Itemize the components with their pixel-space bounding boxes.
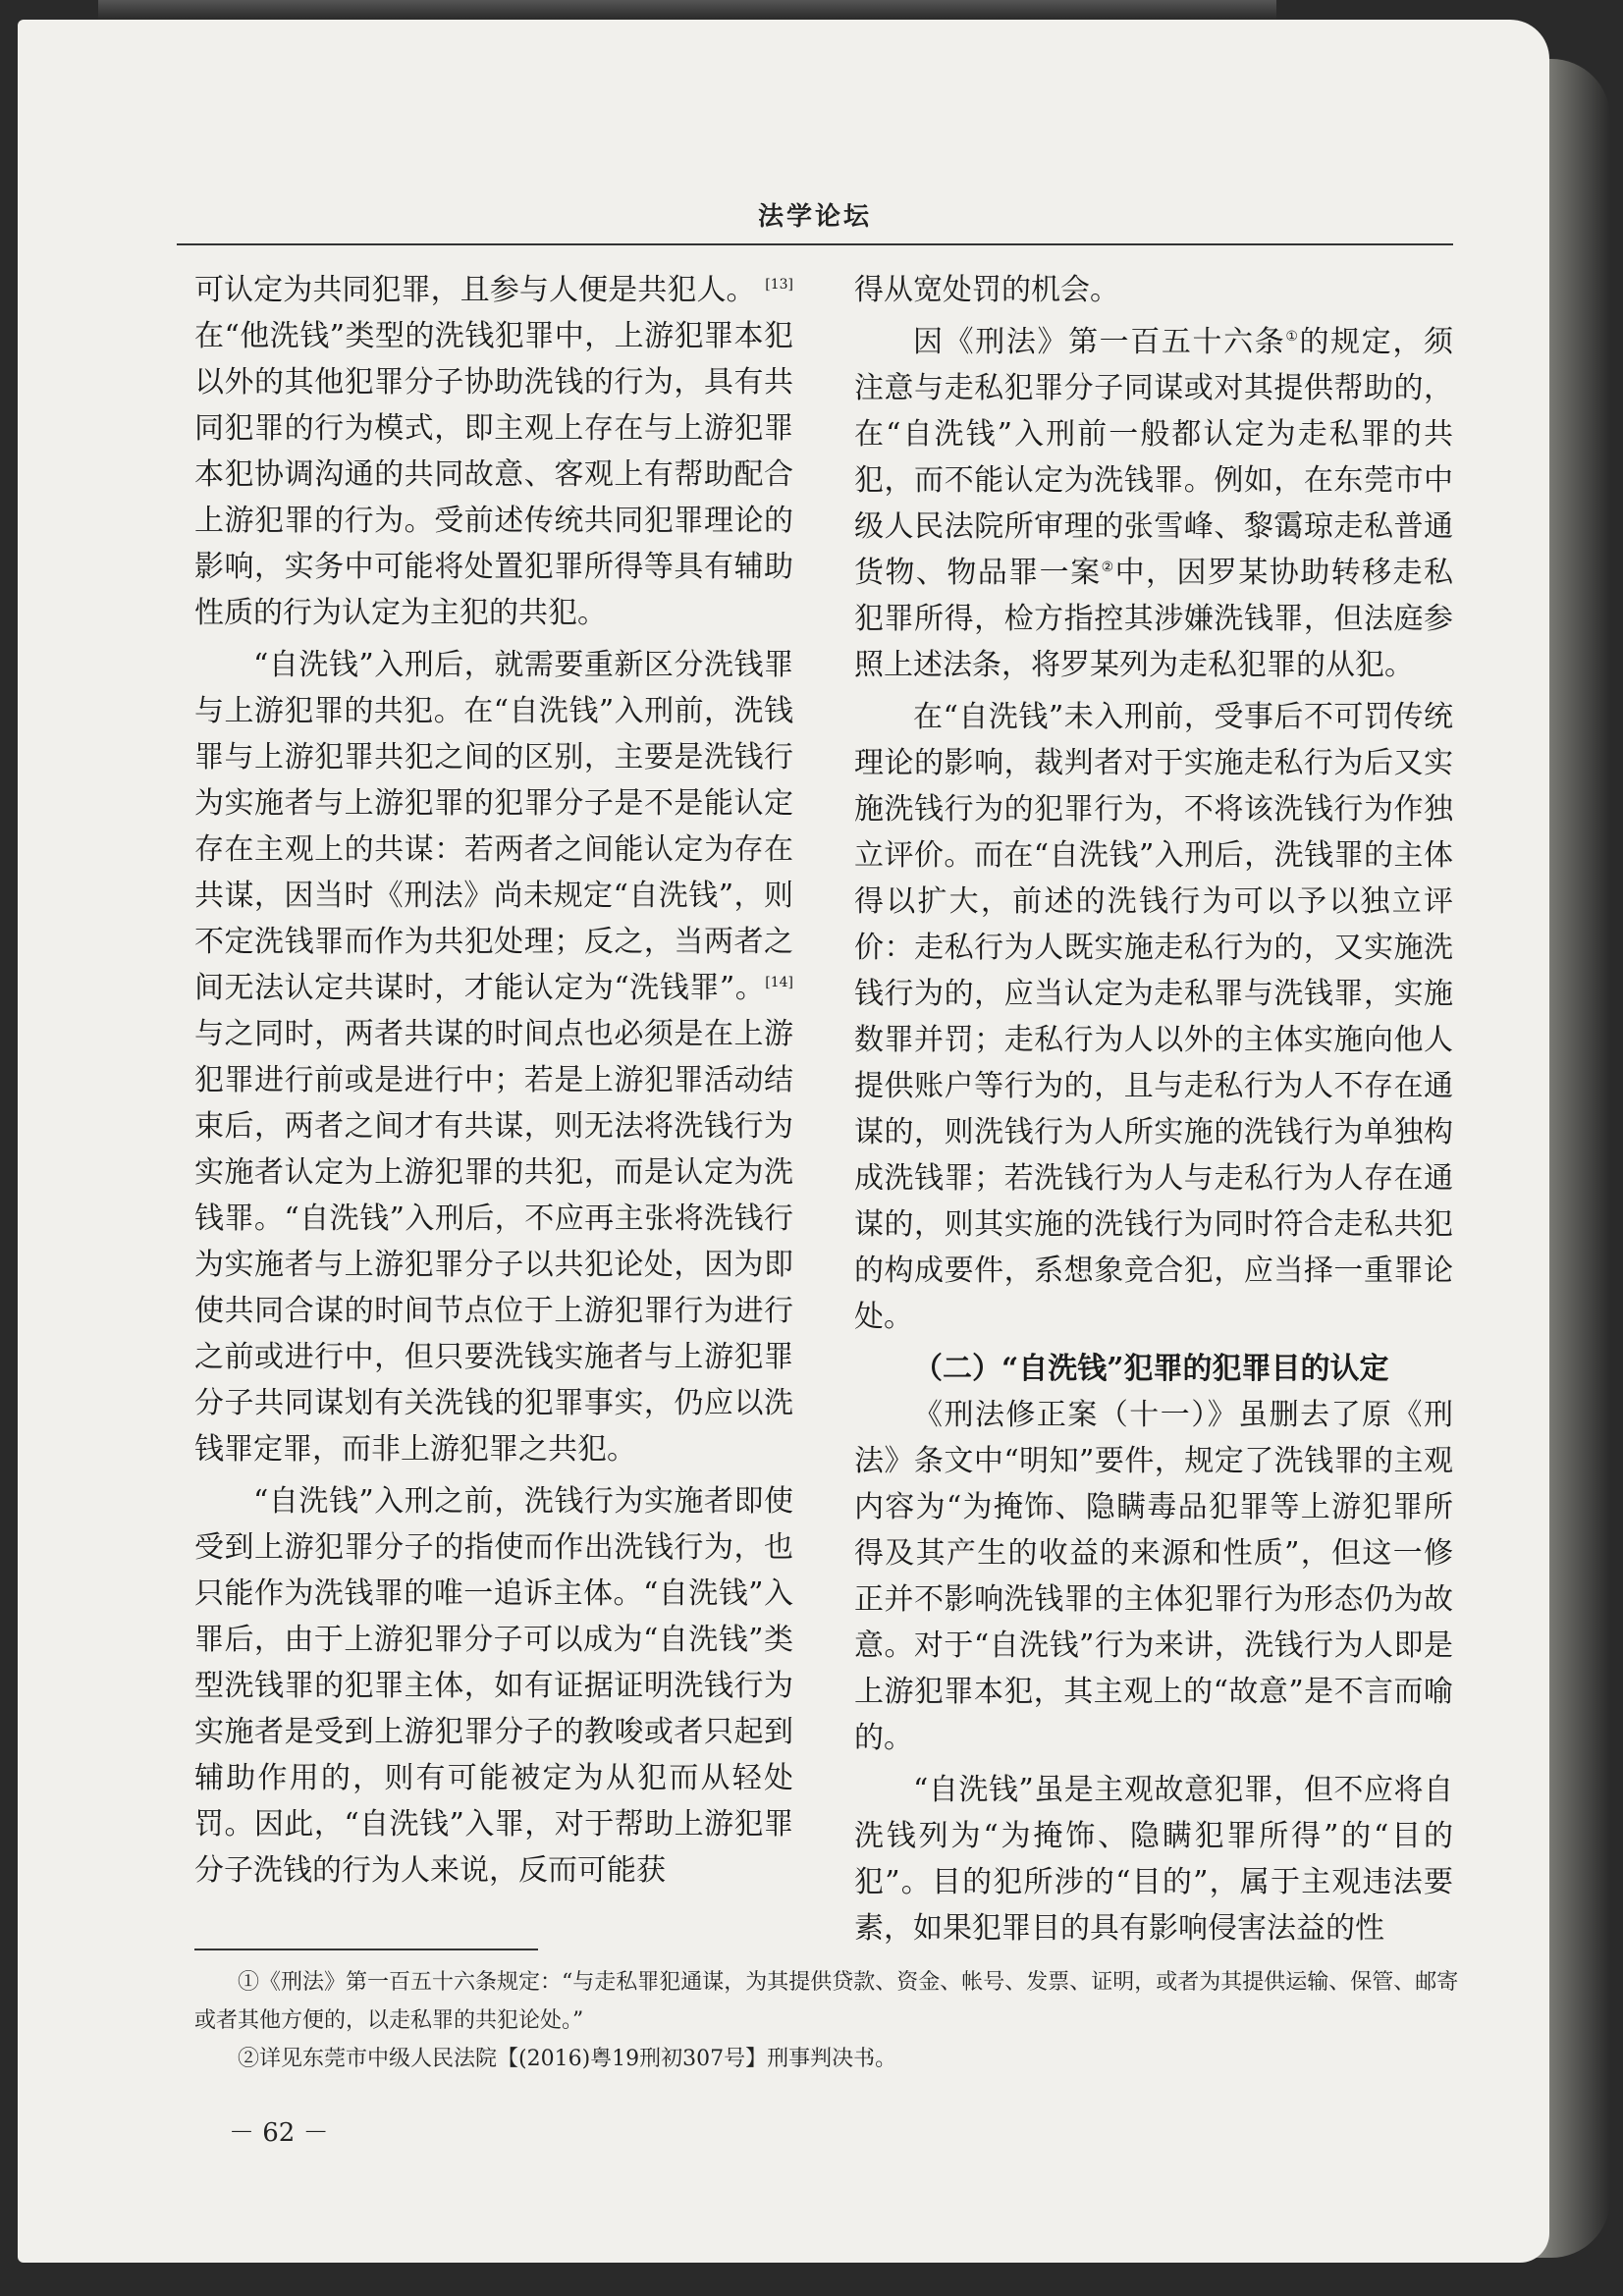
footnote-1: ①《刑法》第一百五十六条规定：“与走私罪犯通谋，为其提供贷款、资金、帐号、发票、证明，或者为其提供运输、保管、邮寄或者其他方便的，以走私罪的共犯论处。” [194, 1970, 1459, 2033]
paragraph [194, 267, 793, 636]
paragraph-text: 中，因罗某协助转移走私犯罪所得，检方指控其涉嫌洗钱罪，但法庭参照上述法条，将罗某列为走私犯罪的从犯。 [854, 556, 1454, 682]
paragraph [194, 642, 793, 1472]
header-rule [177, 243, 1453, 245]
scan-border [98, 0, 1276, 20]
citation-ref: [14] [765, 975, 793, 990]
paragraph-text: 因《刑法》第一百五十六条 [913, 325, 1286, 359]
paragraph-text: “自洗钱”虽是主观故意犯罪，但不应将自洗钱列为“为掩饰、隐瞒犯罪所得”的“目的犯”。目的犯所涉的“目的”，属于主观违法要素，如果犯罪目的具有影响侵害法益的性 [854, 1773, 1453, 1946]
paragraph [854, 1767, 1453, 1951]
citation-ref: [13] [765, 277, 793, 293]
left-column [194, 267, 793, 1899]
paragraph [854, 1392, 1453, 1761]
footnotes [194, 1963, 1461, 2078]
paragraph-text: 得从宽处罚的机会。 [854, 273, 1119, 307]
paragraph-text: 的规定，须注意与走私犯罪分子同谋或对其提供帮助的，在“自洗钱”入刑前一般都认定为走私罪的共犯，而不能认定为洗钱罪。例如，在东莞市中级人民法院所审理的张雪峰、黎霭琼走私普通货物、物品罪一案 [854, 325, 1454, 590]
section-heading: （二）“自洗钱”犯罪的犯罪目的认定 [913, 1352, 1389, 1386]
paragraph-text: 在“他洗钱”类型的洗钱犯罪中，上游犯罪本犯以外的其他犯罪分子协助洗钱的行为，具有共同犯罪的行为模式，即主观上存在与上游犯罪本犯协调沟通的共同故意、客观上有帮助配合上游犯罪的行为。受前述传统共同犯罪理论的影响，实务中可能将处置犯罪所得等具有辅助性质的行为认定为主犯的共犯。 [194, 319, 793, 630]
footnote-2: ②详见东莞市中级人民法院【(2016)粤19刑初307号】刑事判决书。 [238, 2047, 897, 2071]
paragraph-text: 在“自洗钱”未入刑前，受事后不可罚传统理论的影响，裁判者对于实施走私行为后又实施洗钱行为的犯罪行为，不将该洗钱行为作独立评价。而在“自洗钱”入刑后，洗钱罪的主体得以扩大，前述的洗钱行为可以予以独立评价：走私行为人既实施走私行为的，又实施洗钱行为的，应当认定为走私罪与洗钱罪，实施数罪并罚；走私行为人以外的主体实施向他人提供账户等行为的，且与走私行为人不存在通谋的，则洗钱行为人所实施的洗钱行为单独构成洗钱罪；若洗钱行为人与走私行为人存在通谋的，则其实施的洗钱行为同时符合走私共犯的构成要件，系想象竞合犯，应当择一重罪论处。 [854, 700, 1453, 1334]
paragraph [854, 267, 1453, 313]
footnote-rule [194, 1949, 538, 1950]
page-number: － 62 － [229, 2118, 329, 2148]
footnote-mark: ① [1285, 329, 1300, 345]
paragraph-text: “自洗钱”入刑之前，洗钱行为实施者即使受到上游犯罪分子的指使而作出洗钱行为，也只能作为洗钱罪的唯一追诉主体。“自洗钱”入罪后，由于上游犯罪分子可以成为“自洗钱”类型洗钱罪的犯罪主体，如有证据证明洗钱行为实施者是受到上游犯罪分子的教唆或者只起到辅助作用的，则有可能被定为从犯而从轻处罚。因此，“自洗钱”入罪，对于帮助上游犯罪分子洗钱的行为人来说，反而可能获 [194, 1484, 793, 1888]
paragraph [854, 319, 1453, 688]
paragraph [194, 1478, 793, 1894]
paragraph [854, 694, 1453, 1340]
paragraph-text: 《刑法修正案（十一）》虽删去了原《刑法》条文中“明知”要件，规定了洗钱罪的主观内容为“为掩饰、隐瞒毒品犯罪等上游犯罪所得及其产生的收益的来源和性质”，但这一修正并不影响洗钱罪的主体犯罪行为形态仍为故意。对于“自洗钱”行为来讲，洗钱行为人即是上游犯罪本犯，其主观上的“故意”是不言而喻的。 [854, 1398, 1453, 1755]
right-column [854, 267, 1453, 1957]
journal-header: 法学论坛 [757, 202, 872, 232]
footnote-mark: ② [1101, 560, 1115, 575]
paragraph-text: “自洗钱”入刑后，就需要重新区分洗钱罪与上游犯罪的共犯。在“自洗钱”入刑前，洗钱罪与上游犯罪共犯之间的区别，主要是洗钱行为实施者与上游犯罪的犯罪分子是不是能认定存在主观上的共谋：若两者之间能认定为存在共谋，因当时《刑法》尚未规定“自洗钱”，则不定洗钱罪而作为共犯处理；反之，当两者之间无法认定共谋时，才能认定为“洗钱罪”。 [194, 648, 793, 1005]
paragraph-text: 与之同时，两者共谋的时间点也必须是在上游犯罪进行前或是进行中；若是上游犯罪活动结束后，两者之间才有共谋，则无法将洗钱行为实施者认定为上游犯罪的共犯，而是认定为洗钱罪。“自洗钱”入刑后，不应再主张将洗钱行为实施者与上游犯罪分子以共犯论处，因为即使共同合谋的时间节点位于上游犯罪行为进行之前或进行中，但只要洗钱实施者与上游犯罪分子共同谋划有关洗钱的犯罪事实，仍应以洗钱罪定罪，而非上游犯罪之共犯。 [194, 1017, 793, 1467]
paragraph-text: 可认定为共同犯罪，且参与人便是共犯人。 [194, 273, 756, 307]
